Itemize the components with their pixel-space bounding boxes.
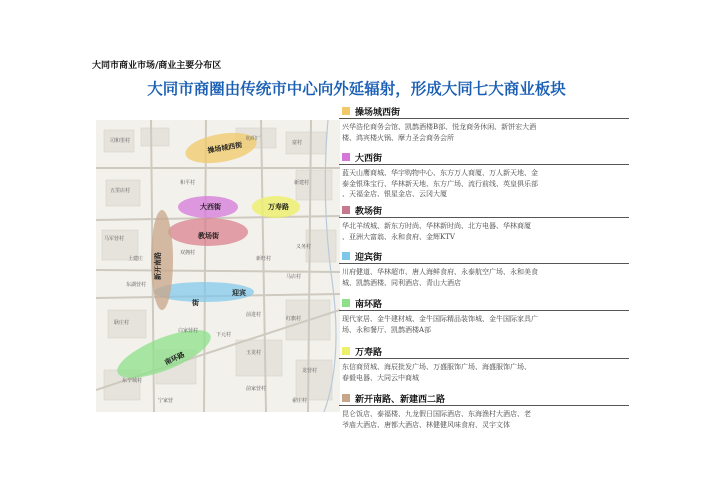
section-title: 迎宾街 bbox=[355, 252, 383, 263]
section-line: 泰金银珠宝行、华林新天地、东方广场、流行前线、英皇俱乐部 bbox=[342, 179, 538, 188]
place-label: 新旺村 bbox=[256, 256, 272, 262]
section-body bbox=[342, 409, 612, 430]
section-body bbox=[342, 314, 612, 335]
place-label: 富村 bbox=[292, 140, 303, 146]
color-swatch-icon bbox=[342, 252, 350, 260]
map-svg bbox=[96, 120, 340, 412]
section-line: 、天福金店、银星金店、云冈大厦 bbox=[342, 190, 447, 198]
place-label: 红旗村 bbox=[286, 316, 302, 322]
place-label: 耿庄村 bbox=[114, 320, 130, 326]
place-label: 司和里村 bbox=[110, 138, 131, 144]
color-swatch-icon bbox=[342, 153, 350, 161]
section-title: 操场城西街 bbox=[355, 107, 401, 118]
place-label: 白家营村 bbox=[178, 328, 199, 334]
section-rule bbox=[339, 310, 629, 311]
place-label: 前家营村 bbox=[246, 386, 267, 392]
section-rule bbox=[339, 217, 629, 218]
section-line: 、亚洲大富翁、永和食府、金辉KTV bbox=[342, 232, 455, 241]
section-body bbox=[342, 362, 612, 383]
section-body bbox=[342, 168, 612, 200]
place-label: 五里店村 bbox=[110, 188, 131, 194]
district-label: 街 bbox=[192, 299, 199, 307]
section-title: 大西街 bbox=[355, 153, 383, 164]
section-line: 昆仑饭店、泰福楼、九龙假日国际酒店、东海渔村大酒店、老 bbox=[342, 410, 531, 418]
section-line: 场、永和餐厅、凯鹊酒楼A部 bbox=[342, 325, 432, 334]
section-rule bbox=[339, 164, 629, 165]
color-swatch-icon bbox=[342, 394, 350, 402]
section-line: 蓝天山鹰商城、华宇购物中心、东方万人商厦、万人新天地、金 bbox=[342, 169, 538, 177]
page-header: 大同市商业市场/商业主要分布区 bbox=[92, 61, 222, 71]
place-label: 马军营村 bbox=[104, 236, 125, 242]
section-body bbox=[342, 267, 612, 288]
place-label: 翟庄村 bbox=[292, 398, 308, 404]
color-swatch-icon bbox=[342, 107, 350, 115]
place-label: 双拥村 bbox=[180, 250, 196, 256]
district-label: 新开南路 bbox=[154, 252, 162, 280]
section-body bbox=[342, 122, 612, 143]
color-swatch-icon bbox=[342, 347, 350, 355]
section-title: 万寿路 bbox=[355, 347, 383, 358]
color-swatch-icon bbox=[342, 299, 350, 307]
section-header bbox=[342, 392, 445, 404]
place-label: 下元村 bbox=[216, 332, 232, 338]
section-rule bbox=[339, 405, 629, 406]
section-line: 兴华浩伦商务会馆、凯鹊酒楼B部、悦龙商务休闲、新饼宏大酒 bbox=[342, 123, 537, 131]
section-title: 南环路 bbox=[355, 299, 383, 310]
district-label: 教场街 bbox=[198, 232, 219, 240]
district-label: 迎宾 bbox=[232, 289, 246, 297]
district-label: 操场城西街 bbox=[206, 141, 243, 155]
place-label: 和平村 bbox=[180, 180, 196, 186]
place-label: 龙营村 bbox=[302, 368, 318, 374]
place-label: 义务村 bbox=[296, 244, 312, 250]
section-line: 爷庙大酒店、唐都大酒店、林健健风味食府、灵宇文体 bbox=[342, 420, 510, 429]
section-title: 教场街 bbox=[355, 206, 383, 217]
section-line: 川府健道、华林超市、唐人海鲜食府、永泰航空广场、永和美食 bbox=[342, 268, 538, 276]
place-label: 马店村 bbox=[286, 274, 302, 280]
section-line: 春毅电器、大同云中商城 bbox=[342, 373, 419, 382]
district-label: 万寿路 bbox=[268, 203, 289, 211]
section-title: 新开南路、新建西二路 bbox=[355, 394, 446, 405]
section-header bbox=[342, 345, 382, 357]
district-map bbox=[96, 120, 340, 412]
district-label: 南环路 bbox=[163, 350, 186, 367]
place-label: 土建庄 bbox=[128, 256, 144, 262]
section-header bbox=[342, 151, 382, 163]
place-label: 宁家营 bbox=[158, 398, 174, 404]
section-rule bbox=[339, 263, 629, 264]
place-label: 东湖营村 bbox=[126, 282, 147, 288]
section-line: 城、凯鹊酒楼、同利酒店、青山大酒店 bbox=[342, 278, 461, 287]
section-rule bbox=[339, 118, 629, 119]
section-line: 楼、鸿宾楼火锅、摩力圣会商务会所 bbox=[342, 133, 454, 142]
section-line: 华北羊绒城、新东方时尚、华林新时尚、北方电器、华林商厦 bbox=[342, 222, 531, 230]
color-swatch-icon bbox=[342, 206, 350, 214]
section-rule bbox=[339, 358, 629, 359]
headline: 大同市商圈由传统市中心向外延辐射，形成大同七大商业板块 bbox=[147, 80, 566, 98]
place-label: 新建村 bbox=[294, 180, 310, 186]
place-label: 玉龙村 bbox=[246, 350, 262, 356]
section-body bbox=[342, 221, 612, 242]
place-label: 东辛城村 bbox=[122, 378, 143, 384]
section-header bbox=[342, 297, 382, 309]
place-label: 前进村 bbox=[246, 312, 262, 318]
section-header bbox=[342, 105, 400, 117]
section-line: 现代家居、金牛建材城、金牛国际精品装饰城、金牛国际家具广 bbox=[342, 315, 538, 323]
section-header bbox=[342, 204, 382, 216]
section-header bbox=[342, 250, 382, 262]
section-line: 东信商贸城、海辰批发广场、万盛服饰广场、海盛服饰广场、 bbox=[342, 363, 531, 371]
place-label: 纺织厂 bbox=[246, 136, 262, 142]
district-label: 大西街 bbox=[200, 203, 221, 211]
